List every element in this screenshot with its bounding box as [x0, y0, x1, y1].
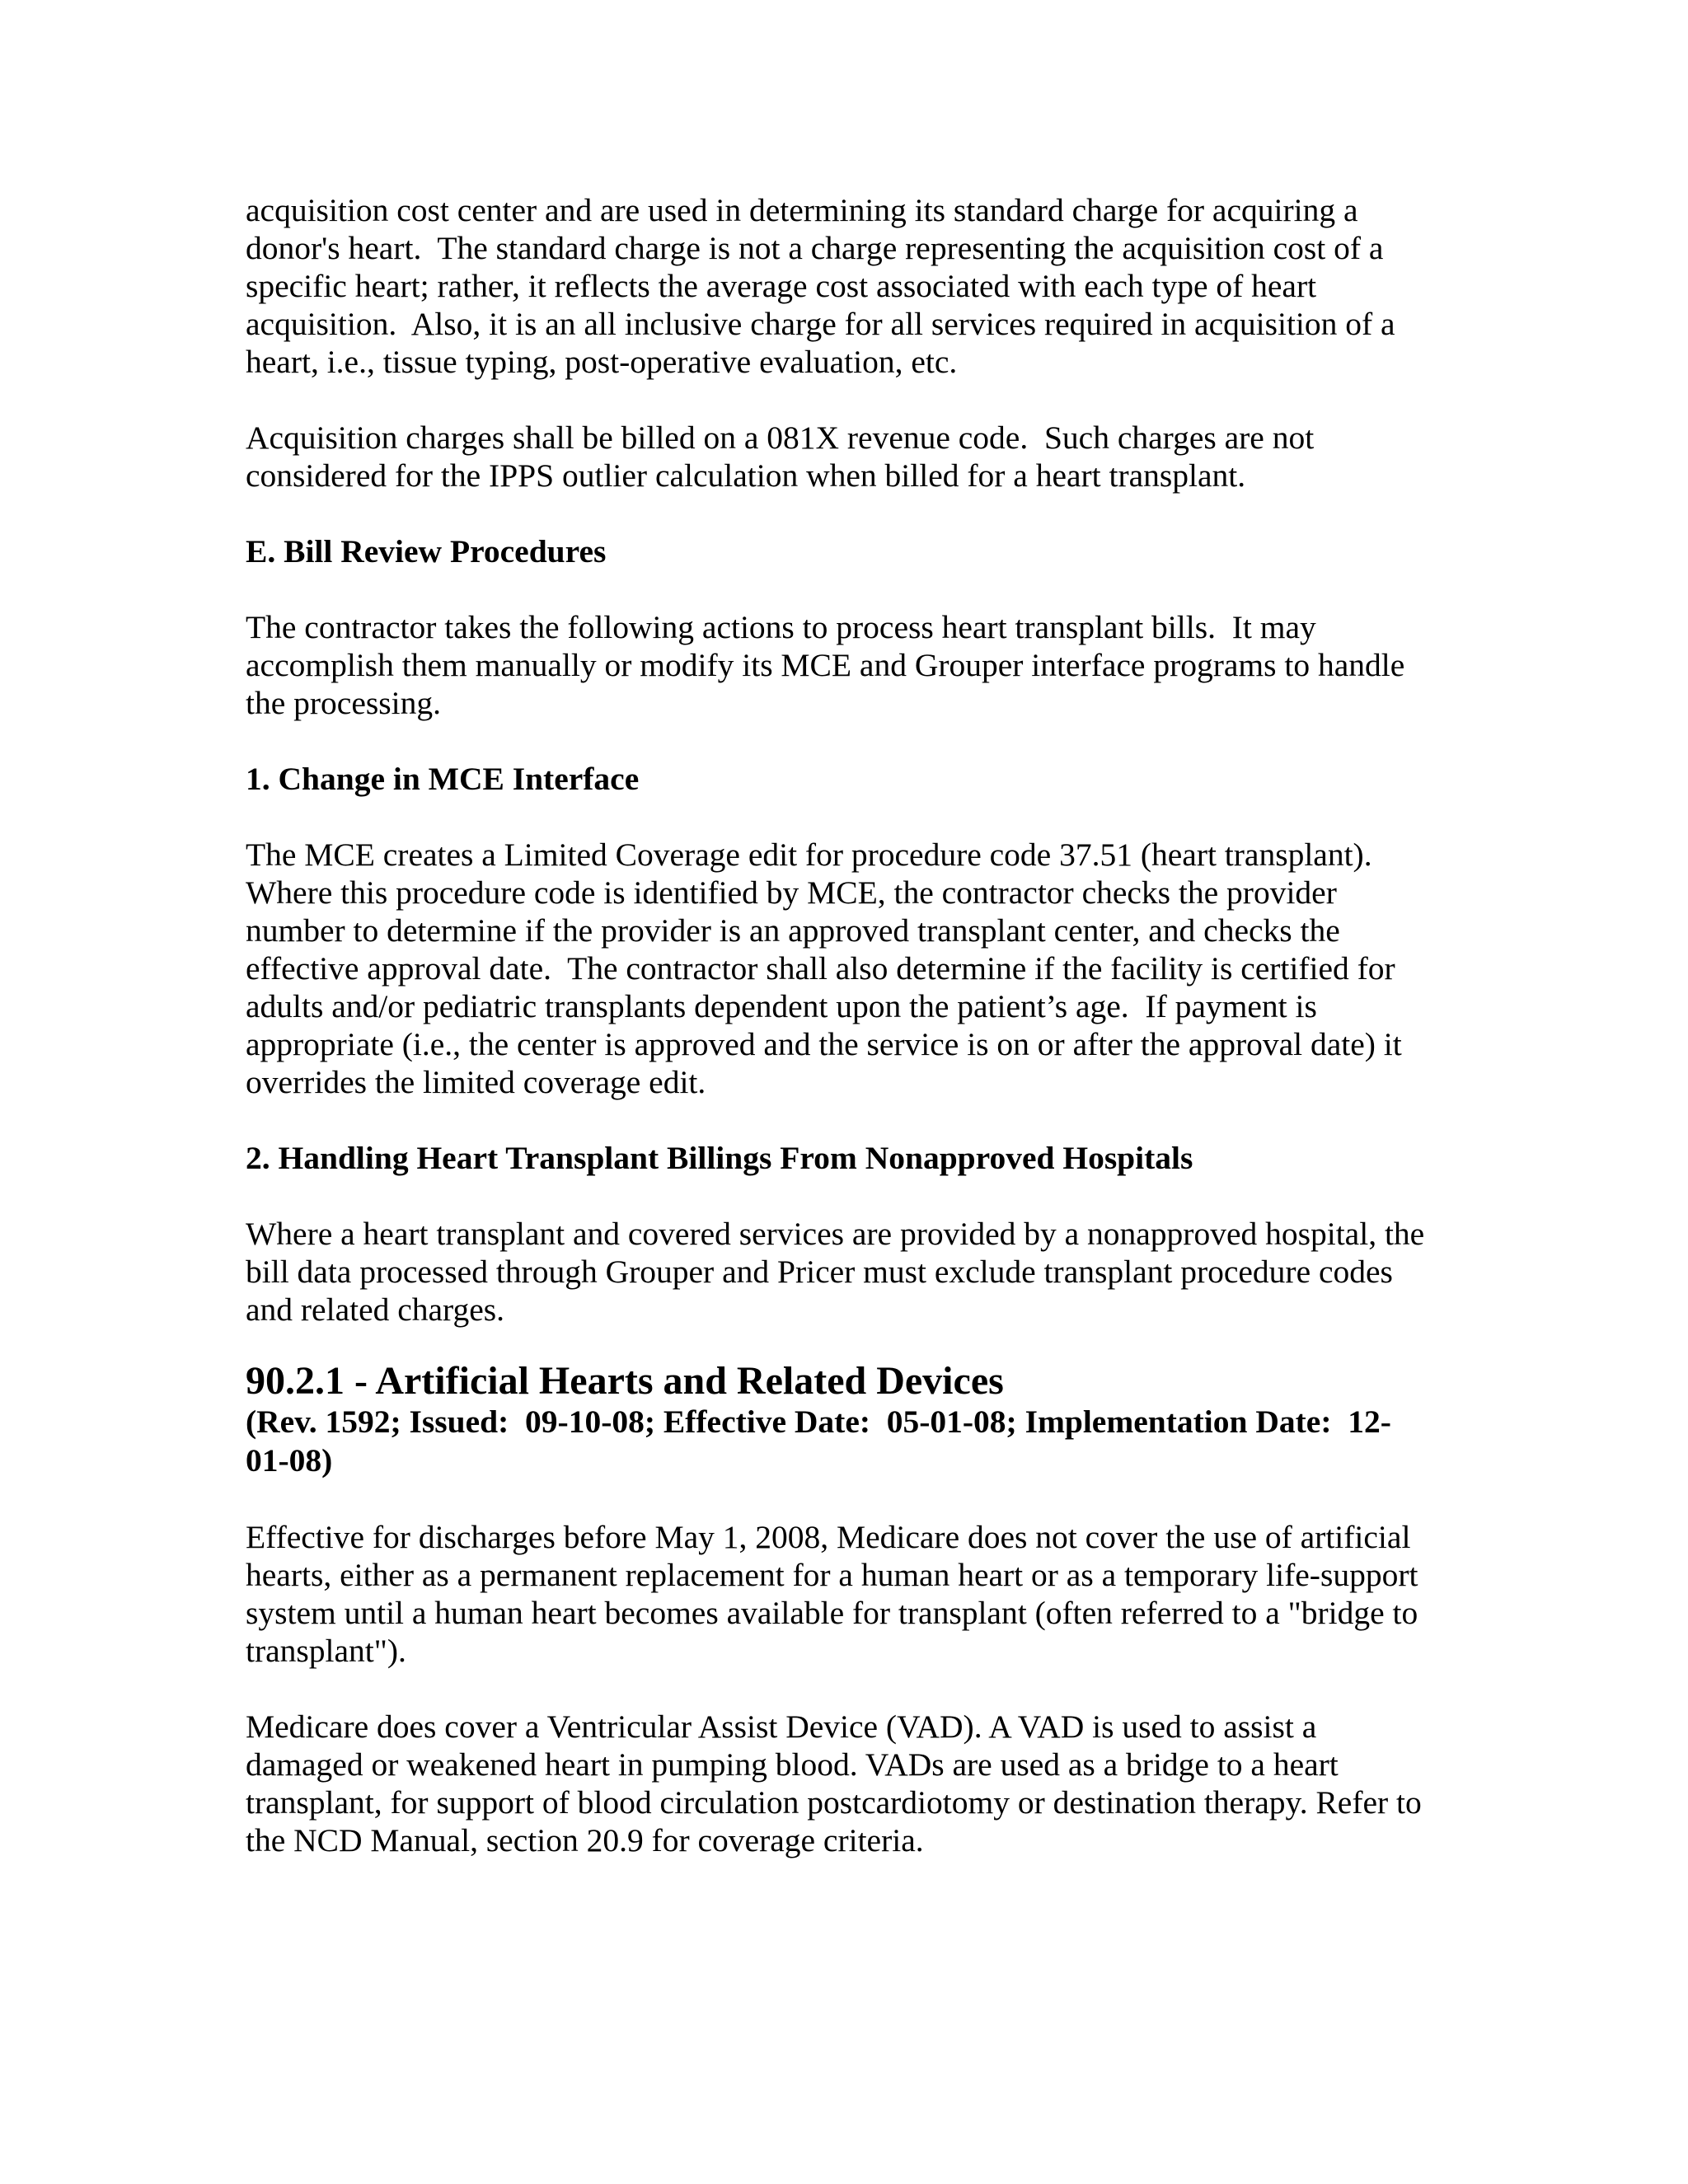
text-line: donor's heart. The standard charge is not a charge representing the acquisition cost of a	[246, 230, 1384, 266]
text-line: Where a heart transplant and covered services are provided by a nonapproved hospital, the	[246, 1216, 1425, 1252]
revision-note	[246, 1403, 1449, 1480]
text-line: The contractor takes the following actions to process heart transplant bills. It may	[246, 609, 1316, 645]
text-line: considered for the IPPS outlier calculation when billed for a heart transplant.	[246, 457, 1246, 494]
paragraph-acquisition	[246, 191, 1449, 381]
paragraph-revenue-code	[246, 419, 1449, 494]
text-line: specific heart; rather, it reflects the average cost associated with each type of heart	[246, 268, 1317, 304]
text-line: heart, i.e., tissue typing, post-operative evaluation, etc.	[246, 344, 958, 380]
text-line: The MCE creates a Limited Coverage edit for procedure code 37.51 (heart transplant).	[246, 837, 1372, 873]
text-line: and related charges.	[246, 1291, 505, 1328]
paragraph-contractor-actions	[246, 608, 1449, 722]
text-line: (Rev. 1592; Issued: 09-10-08; Effective Date: 05-01-08; Implementation Date: 12-	[246, 1404, 1391, 1440]
text-line: 01-08)	[246, 1442, 333, 1479]
section-title: 90.2.1 - Artificial Hearts and Related Devices	[246, 1359, 1004, 1403]
text-line: system until a human heart becomes available for transplant (often referred to a "bridge to	[246, 1595, 1418, 1631]
text-line: appropriate (i.e., the center is approved and the service is on or after the approval date) it	[246, 1026, 1402, 1062]
text-line: hearts, either as a permanent replacement for a human heart or as a temporary life-support	[246, 1557, 1418, 1593]
text-line: transplant").	[246, 1633, 406, 1669]
text-line: number to determine if the provider is an approved transplant center, and checks the	[246, 912, 1340, 949]
text-line: accomplish them manually or modify its MCE and Grouper interface programs to handle	[246, 647, 1405, 683]
text-line: the processing.	[246, 685, 441, 721]
text-line: the NCD Manual, section 20.9 for coverage criteria.	[246, 1822, 924, 1858]
paragraph-nonapproved	[246, 1215, 1449, 1329]
text-line: damaged or weakened heart in pumping blood. VADs are used as a bridge to a heart	[246, 1746, 1339, 1783]
text-line: overrides the limited coverage edit.	[246, 1064, 706, 1100]
heading-nonapproved-hospitals: 2. Handling Heart Transplant Billings From Nonapproved Hospitals	[246, 1140, 1193, 1176]
paragraph-mce	[246, 836, 1449, 1101]
text-line: adults and/or pediatric transplants dependent upon the patient’s age. If payment is	[246, 988, 1317, 1024]
text-line: bill data processed through Grouper and Pricer must exclude transplant procedure codes	[246, 1254, 1393, 1290]
text-line: effective approval date. The contractor shall also determine if the facility is certified for	[246, 950, 1395, 987]
heading-bill-review-procedures: E. Bill Review Procedures	[246, 533, 607, 569]
text-line: Effective for discharges before May 1, 2008, Medicare does not cover the use of artificial	[246, 1519, 1411, 1555]
text-line: acquisition cost center and are used in determining its standard charge for acquiring a	[246, 192, 1358, 228]
paragraph-vad	[246, 1708, 1449, 1859]
text-line: transplant, for support of blood circulation postcardiotomy or destination therapy. Refer to	[246, 1784, 1422, 1821]
text-line: Medicare does cover a Ventricular Assist Device (VAD). A VAD is used to assist a	[246, 1708, 1317, 1745]
text-line: Acquisition charges shall be billed on a 081X revenue code. Such charges are not	[246, 419, 1315, 456]
heading-mce-interface: 1. Change in MCE Interface	[246, 761, 640, 797]
text-line: acquisition. Also, it is an all inclusive charge for all services required in acquisition of a	[246, 306, 1395, 342]
text-line: Where this procedure code is identified by MCE, the contractor checks the provider	[246, 874, 1337, 911]
paragraph-artificial-hearts	[246, 1518, 1449, 1670]
